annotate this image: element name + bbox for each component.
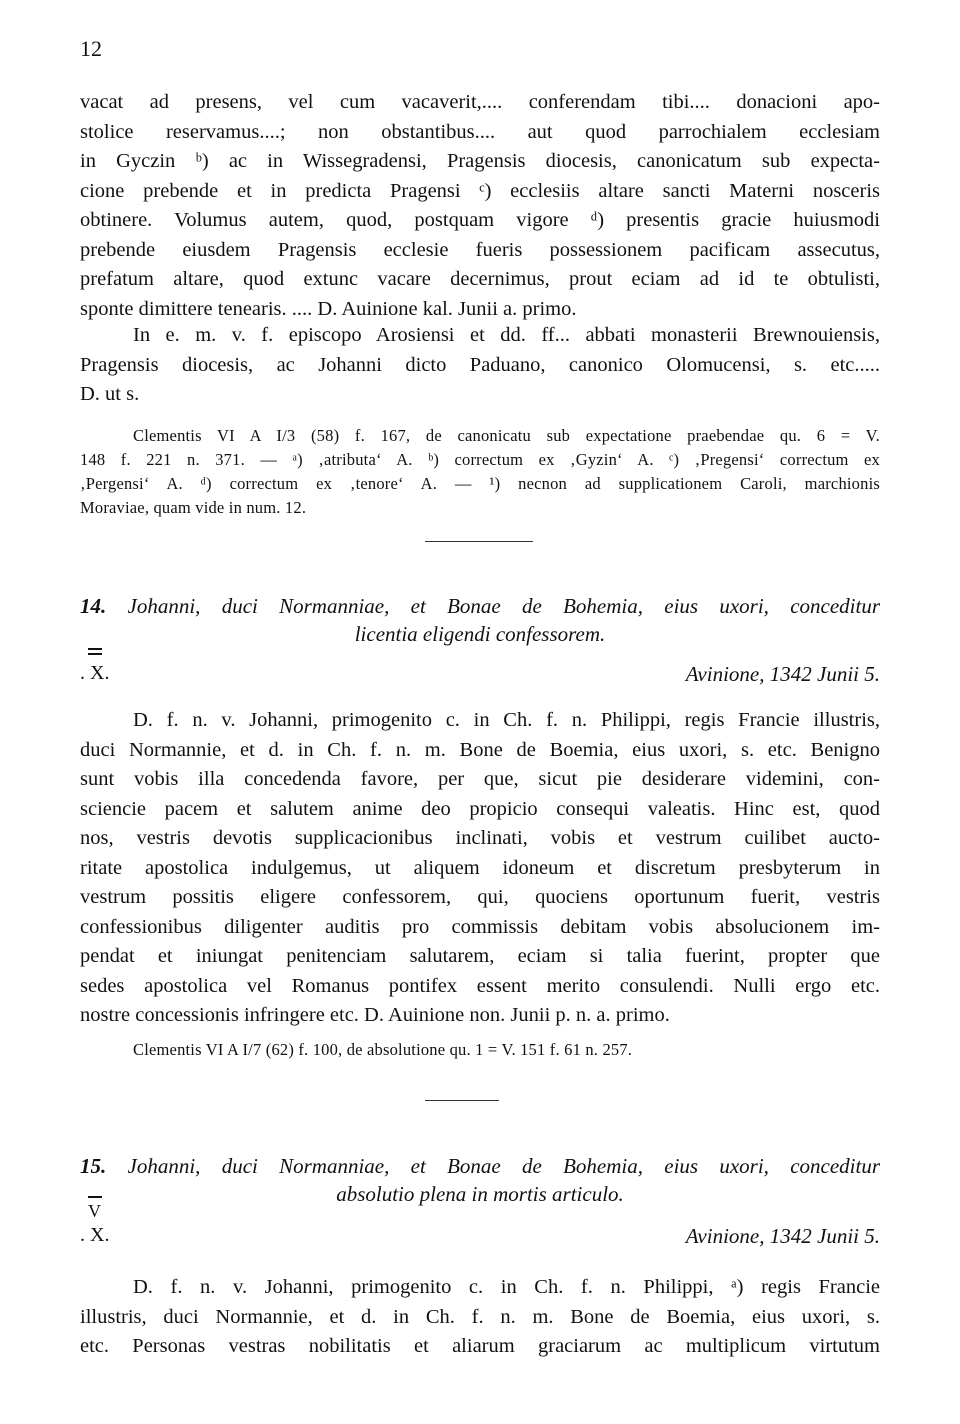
text-line: ritate apostolica indulgemus, ut aliquem idoneum et discretum presbyterum in — [80, 856, 880, 879]
signature-mark: V — [88, 1201, 101, 1221]
text-line: sciencie pacem et salutem anime deo propicio consequi valeatis. Hinc est, quod — [80, 797, 880, 820]
document-heading-14 — [80, 592, 880, 648]
heading-text: Johanni, duci Normanniae, et Bonae de Bohemia, eius uxori, conceditur — [127, 1154, 881, 1178]
text-line: D. f. n. v. Johanni, primogenito c. in Ch. f. n. Philippi, ᵃ) regis Francie — [133, 1276, 880, 1298]
place-date-14: Avinione, 1342 Junii 5. — [685, 662, 880, 686]
text-line: sedes apostolica vel Romanus pontifex essent merito consulendi. Nulli ergo etc. — [80, 974, 880, 997]
text-line: in Gyczin ᵇ) ac in Wissegradensi, Pragensis diocesis, canonicatum sub expecta- — [80, 150, 880, 172]
heading-text: absolutio plena in mortis articulo. — [336, 1182, 624, 1206]
text-line: Pragensis diocesis, ac Johanni dicto Paduano, canonico Olomucensi, s. etc..... — [80, 353, 880, 376]
previous-document-text — [80, 88, 880, 324]
text-line: nostre concessionis infringere etc. D. Auinione non. Junii p. n. a. primo. — [80, 1004, 670, 1026]
footnote-block — [80, 424, 880, 520]
text-line: D. ut s. — [80, 383, 140, 405]
text-line: pendat et iniungat penitenciam salutarem, eciam si talia fuerint, propter que — [80, 945, 880, 967]
text-line: confessionibus diligenter auditis pro commissis debitam vobis absolucionem im- — [80, 915, 880, 938]
text-line: etc. Personas vestras nobilitatis et aliarum graciarum ac multiplicum virtutum — [80, 1335, 880, 1357]
document-number: 14. — [80, 594, 107, 618]
document-text-15 — [80, 1273, 880, 1362]
text-line: obtinere. Volumus autem, quod, postquam vigore ᵈ) presentis gracie huiusmodi — [80, 209, 880, 231]
text-line: prefatum altare, quod extunc vacare decernimus, prout eciam ad id te obtulisti, — [80, 268, 880, 290]
text-line: illustris, duci Normannie, et d. in Ch. f. n. m. Bone de Boemia, eius uxori, s. — [80, 1305, 880, 1328]
page-number: 12 — [80, 36, 102, 61]
addressee-text — [80, 321, 880, 410]
text-line: cione prebende et in predicta Pragensi ᶜ) ecclesiis altare sancti Materni nosceris — [80, 179, 880, 202]
signature-overline — [88, 648, 102, 650]
document-signature-14 — [80, 662, 109, 685]
place-date-15: Avinione, 1342 Junii 5. — [685, 1224, 880, 1248]
text-line: stolice reservamus....; non obstantibus.... aut quod parrochialem ecclesiam — [80, 120, 880, 143]
text-line: vacat ad presens, vel cum vacaverit,.... conferendam tibi.... donacioni apo- — [80, 91, 880, 113]
document-number: 15. — [80, 1154, 107, 1178]
note-line: 148 f. 221 n. 371. — ᵃ) ‚atributa‘ A. ᵇ) correctum ex ‚Gyzin‘ A. ᶜ) ‚Pregensi‘ correctum ex — [80, 450, 880, 469]
signature-text: . X. — [80, 662, 110, 684]
note-line: Moraviae, quam vide in num. 12. — [80, 498, 307, 517]
note-line: ‚Pergensi‘ A. ᵈ) correctum ex ‚tenore‘ A. — ¹) necnon ad supplicationem Caroli, marchionis — [80, 474, 880, 493]
document-text-14 — [80, 706, 880, 1031]
footnote-block — [80, 1038, 880, 1062]
note-line: Clementis VI A I/7 (62) f. 100, de absolutione qu. 1 = V. 151 f. 61 n. 257. — [133, 1040, 633, 1059]
text-line: prebende eiusdem Pragensis ecclesie fueris possessionem pacificam assecutus, — [80, 238, 880, 261]
heading-text: licentia eligendi confessorem. — [354, 622, 606, 646]
signature-text: . X. — [80, 1224, 110, 1246]
signature-overline — [88, 1196, 102, 1198]
text-line: D. f. n. v. Johanni, primogenito c. in Ch. f. n. Philippi, regis Francie illustris, — [133, 709, 880, 731]
text-line: nos, vestris devotis supplicacionibus inclinati, vobis et vestrum cuilibet aucto- — [80, 827, 880, 849]
text-line: In e. m. v. f. episcopo Arosiensi et dd. ff... abbati monasterii Brewnouiensis, — [133, 324, 880, 346]
text-line: sponte dimittere tenearis. .... D. Auinione kal. Junii a. primo. — [80, 297, 577, 320]
document-heading-15 — [80, 1152, 880, 1208]
separator-rule — [425, 541, 533, 542]
text-line: duci Normannie, et d. in Ch. f. n. m. Bone de Boemia, eius uxori, s. etc. Benigno — [80, 738, 880, 761]
text-line: vestrum possitis eligere confessorem, qui, quociens oportunum fuerit, vestris — [80, 886, 880, 908]
signature-overline — [88, 653, 102, 655]
separator-rule — [425, 1100, 499, 1101]
document-signature-15 — [80, 1201, 110, 1247]
text-line: sunt vobis illa concedenda favore, per que, sicut pie desiderare videmini, con- — [80, 768, 880, 790]
heading-text: Johanni, duci Normanniae, et Bonae de Bohemia, eius uxori, conceditur — [127, 594, 881, 618]
note-line: Clementis VI A I/3 (58) f. 167, de canonicatu sub expectatione praebendae qu. 6 = V. — [133, 426, 880, 445]
